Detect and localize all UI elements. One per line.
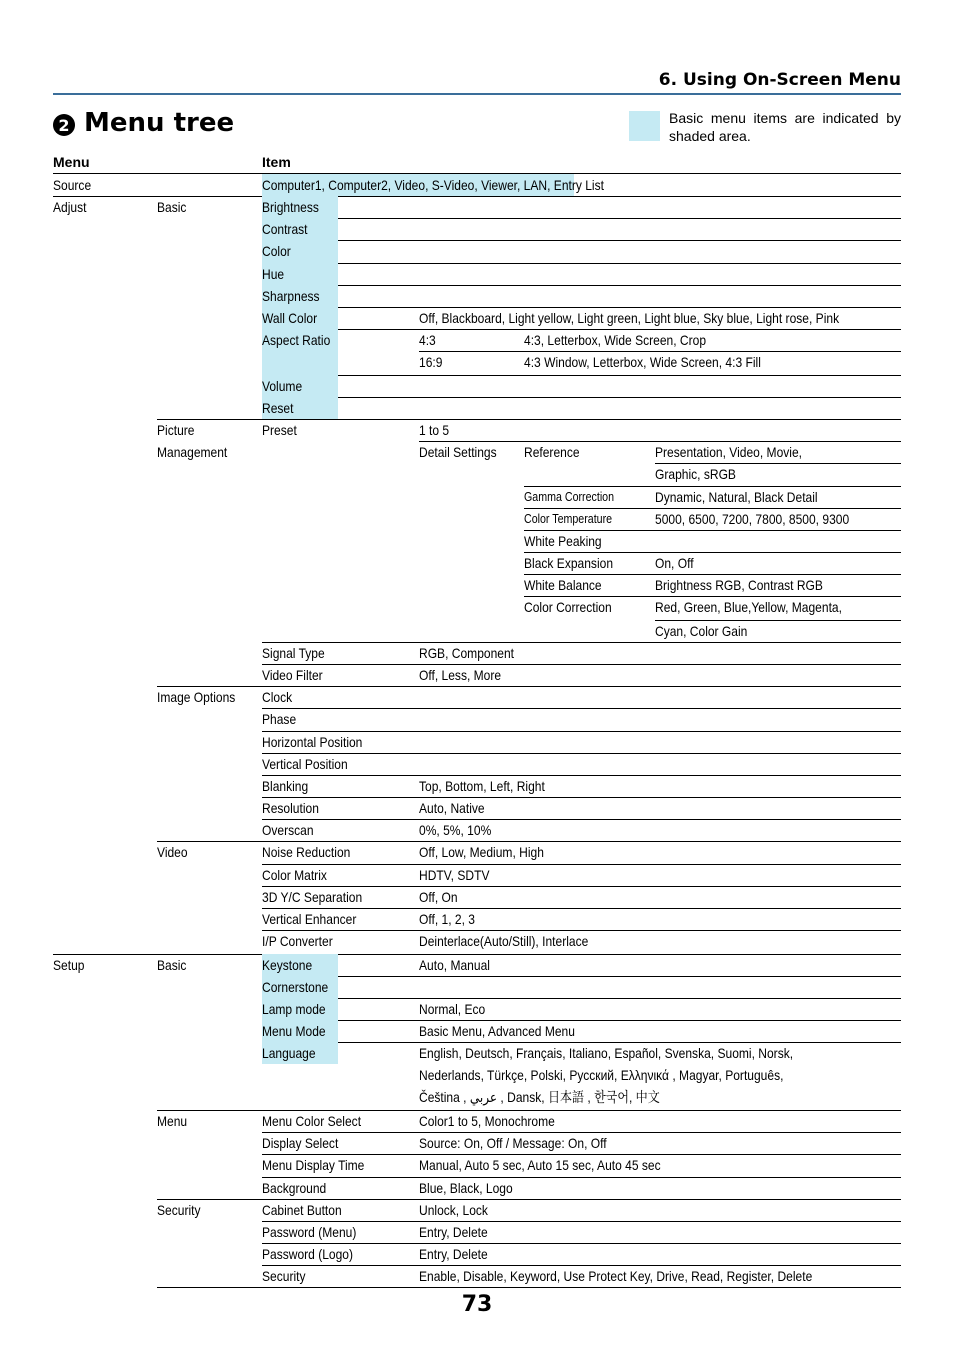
cell-c6: Brightness RGB, Contrast RGB xyxy=(655,577,823,593)
row-divider xyxy=(262,329,901,330)
row-divider xyxy=(262,731,901,732)
cell-c3: Security xyxy=(262,1268,306,1284)
cell-c4: Entry, Delete xyxy=(419,1246,488,1262)
row-divider xyxy=(53,196,901,197)
row-divider xyxy=(262,307,901,308)
cell-c2: Menu xyxy=(157,1113,188,1129)
row-divider xyxy=(262,1042,901,1043)
row-divider xyxy=(262,285,901,286)
cell-c4: Detail Settings xyxy=(419,444,497,460)
cell-c3: Video Filter xyxy=(262,667,323,683)
row-divider xyxy=(262,864,901,865)
cell-c4: Source: On, Off / Message: On, Off xyxy=(419,1135,607,1151)
row-divider xyxy=(419,351,901,352)
row-divider xyxy=(157,1199,901,1200)
cell-c3: Hue xyxy=(262,266,285,282)
cell-c3: Vertical Enhancer xyxy=(262,911,357,927)
cell-c5: Reference xyxy=(524,444,580,460)
cell-c1: Setup xyxy=(53,957,85,973)
row-divider xyxy=(655,620,901,621)
cell-c1: Source xyxy=(53,177,92,193)
row-divider xyxy=(262,642,901,643)
cell-c3: Contrast xyxy=(262,221,308,237)
row-divider xyxy=(262,218,901,219)
cell-c4: Blue, Black, Logo xyxy=(419,1180,513,1196)
row-divider xyxy=(262,998,901,999)
row-divider xyxy=(262,1221,901,1222)
cell-c4: HDTV, SDTV xyxy=(419,867,490,883)
row-divider xyxy=(262,1243,901,1244)
cell-c3: Menu Mode xyxy=(262,1023,326,1039)
cell-c3: Phase xyxy=(262,711,297,727)
cell-c3: Brightness xyxy=(262,199,319,215)
cell-c4: Nederlands, Türkçe, Polski, Русский, Ελληνικά , Magyar, Português, xyxy=(419,1067,784,1083)
cell-c2: Image Options xyxy=(157,689,236,705)
column-header-menu: Menu xyxy=(53,154,90,170)
section-header: 6. Using On-Screen Menu xyxy=(658,70,901,90)
cell-c4: Entry, Delete xyxy=(419,1224,488,1240)
row-divider xyxy=(262,1132,901,1133)
row-divider xyxy=(262,1154,901,1155)
cell-c6: Red, Green, Blue,Yellow, Magenta, xyxy=(655,599,842,615)
row-divider xyxy=(157,686,901,687)
cell-c2: Management xyxy=(157,444,228,460)
cell-c6: Graphic, sRGB xyxy=(655,466,736,482)
cell-c3: Menu Color Select xyxy=(262,1113,362,1129)
cell-c4: 16:9 xyxy=(419,354,443,370)
row-divider xyxy=(524,508,901,509)
column-header-item: Item xyxy=(262,154,291,170)
row-divider xyxy=(262,819,901,820)
cell-c6: Cyan, Color Gain xyxy=(655,623,748,639)
row-divider xyxy=(262,397,901,398)
row-divider xyxy=(262,1020,901,1021)
cell-c3: Cornerstone xyxy=(262,979,329,995)
cell-c4: Off, Less, More xyxy=(419,667,502,683)
row-divider xyxy=(157,1110,901,1111)
cell-c4: Čeština , عربي , Dansk, 日本語 , 한국어, 中文 xyxy=(419,1089,660,1105)
row-divider xyxy=(262,1265,901,1266)
cell-c3: Display Select xyxy=(262,1135,339,1151)
title-text: Menu tree xyxy=(84,108,235,138)
cell-c3: Resolution xyxy=(262,800,319,816)
cell-c3: Menu Display Time xyxy=(262,1157,365,1173)
title-number-badge: 2 xyxy=(53,114,75,136)
row-divider xyxy=(262,753,901,754)
cell-c6: Presentation, Video, Movie, xyxy=(655,444,803,460)
row-divider xyxy=(262,1177,901,1178)
row-divider xyxy=(262,886,901,887)
cell-c5: 4:3, Letterbox, Wide Screen, Crop xyxy=(524,332,707,348)
cell-c4: 0%, 5%, 10% xyxy=(419,822,492,838)
cell-c3-tail: Entry List xyxy=(550,177,604,193)
cell-c3: Vertical Position xyxy=(262,756,348,772)
cell-c3: Aspect Ratio xyxy=(262,332,331,348)
cell-c4: Off, 1, 2, 3 xyxy=(419,911,476,927)
cell-c3: I/P Converter xyxy=(262,933,333,949)
row-divider xyxy=(524,596,901,597)
cell-c3: Color xyxy=(262,243,291,259)
cell-c3: Noise Reduction xyxy=(262,844,351,860)
cell-c4: Off, On xyxy=(419,889,458,905)
cell-c4: Off, Low, Medium, High xyxy=(419,844,544,860)
cell-c1: Adjust xyxy=(53,199,87,215)
page-number: 73 xyxy=(461,1292,493,1317)
cell-c4: Deinterlace(Auto/Still), Interlace xyxy=(419,933,589,949)
cell-c3: Volume xyxy=(262,378,303,394)
row-divider xyxy=(53,954,901,955)
cell-c5: White Peaking xyxy=(524,533,602,549)
legend-text: Basic menu items are indicated by shaded area. xyxy=(669,110,901,144)
cell-c3: 3D Y/C Separation xyxy=(262,889,363,905)
cell-c3: Computer1, Computer2, Video, S-Video, Viewer, LAN, Entry List xyxy=(262,177,604,193)
cell-c4: English, Deutsch, Français, Italiano, Español, Svenska, Suomi, Norsk, xyxy=(419,1045,794,1061)
cell-c3: Clock xyxy=(262,689,293,705)
row-divider xyxy=(419,441,901,442)
cell-c2: Video xyxy=(157,844,188,860)
cell-c6: On, Off xyxy=(655,555,694,571)
basic-item-shade xyxy=(262,351,338,375)
cell-c6: Dynamic, Natural, Black Detail xyxy=(655,489,818,505)
cell-c3: Overscan xyxy=(262,822,314,838)
cell-c5: Black Expansion xyxy=(524,555,614,571)
cell-c3: Cabinet Button xyxy=(262,1202,342,1218)
cell-c3: Wall Color xyxy=(262,310,318,326)
row-divider xyxy=(655,463,901,464)
cell-c4: Auto, Native xyxy=(419,800,485,816)
row-divider xyxy=(524,574,901,575)
row-divider xyxy=(262,708,901,709)
cell-c3: Blanking xyxy=(262,778,309,794)
row-divider xyxy=(262,664,901,665)
cell-c3: Lamp mode xyxy=(262,1001,326,1017)
row-divider xyxy=(157,1287,901,1288)
row-divider xyxy=(262,976,901,977)
cell-c4: Manual, Auto 5 sec, Auto 15 sec, Auto 45 sec xyxy=(419,1157,661,1173)
cell-c4: Normal, Eco xyxy=(419,1001,486,1017)
cell-c2: Basic xyxy=(157,199,187,215)
cell-c5: Color Correction xyxy=(524,599,612,615)
row-divider xyxy=(262,775,901,776)
row-divider xyxy=(262,263,901,264)
row-divider xyxy=(262,908,901,909)
cell-c3: Background xyxy=(262,1180,327,1196)
cell-c4: Enable, Disable, Keyword, Use Protect Key, Drive, Read, Register, Delete xyxy=(419,1268,813,1284)
row-divider xyxy=(524,552,901,553)
cell-c2: Basic xyxy=(157,957,187,973)
cell-c3: Reset xyxy=(262,400,294,416)
row-divider xyxy=(262,797,901,798)
cell-c3: Horizontal Position xyxy=(262,734,363,750)
cell-c3: Color Matrix xyxy=(262,867,327,883)
cell-c3: Signal Type xyxy=(262,645,325,661)
cell-c3: Preset xyxy=(262,422,297,438)
cell-c2: Security xyxy=(157,1202,201,1218)
cell-c5: 4:3 Window, Letterbox, Wide Screen, 4:3 Fill xyxy=(524,354,761,370)
cell-c4: Basic Menu, Advanced Menu xyxy=(419,1023,575,1039)
cell-c4: Color1 to 5, Monochrome xyxy=(419,1113,555,1129)
cell-c3: Password (Menu) xyxy=(262,1224,357,1240)
cell-c5: White Balance xyxy=(524,577,602,593)
cell-c4: Unlock, Lock xyxy=(419,1202,488,1218)
row-divider xyxy=(157,841,901,842)
cell-c6: 5000, 6500, 7200, 7800, 8500, 9300 xyxy=(655,511,850,527)
cell-c4: Off, Blackboard, Light yellow, Light green, Light blue, Sky blue, Light rose, Pink xyxy=(419,310,840,326)
cell-c4: Top, Bottom, Left, Right xyxy=(419,778,545,794)
row-divider xyxy=(262,240,901,241)
cell-c3: Language xyxy=(262,1045,316,1061)
cell-c4: Auto, Manual xyxy=(419,957,490,973)
cell-c3: Sharpness xyxy=(262,288,320,304)
row-divider xyxy=(262,375,901,376)
cell-c4: RGB, Component xyxy=(419,645,515,661)
cell-c2: Picture xyxy=(157,422,195,438)
row-divider xyxy=(524,486,901,487)
cell-c3: Keystone xyxy=(262,957,313,973)
row-divider xyxy=(262,930,901,931)
cell-c5: Color Temperature xyxy=(524,511,613,526)
cell-c5: Gamma Correction xyxy=(524,489,615,504)
cell-c3: Password (Logo) xyxy=(262,1246,354,1262)
row-divider xyxy=(524,530,901,531)
row-divider xyxy=(157,419,901,420)
cell-c4: 1 to 5 xyxy=(419,422,450,438)
cell-c4: 4:3 xyxy=(419,332,436,348)
